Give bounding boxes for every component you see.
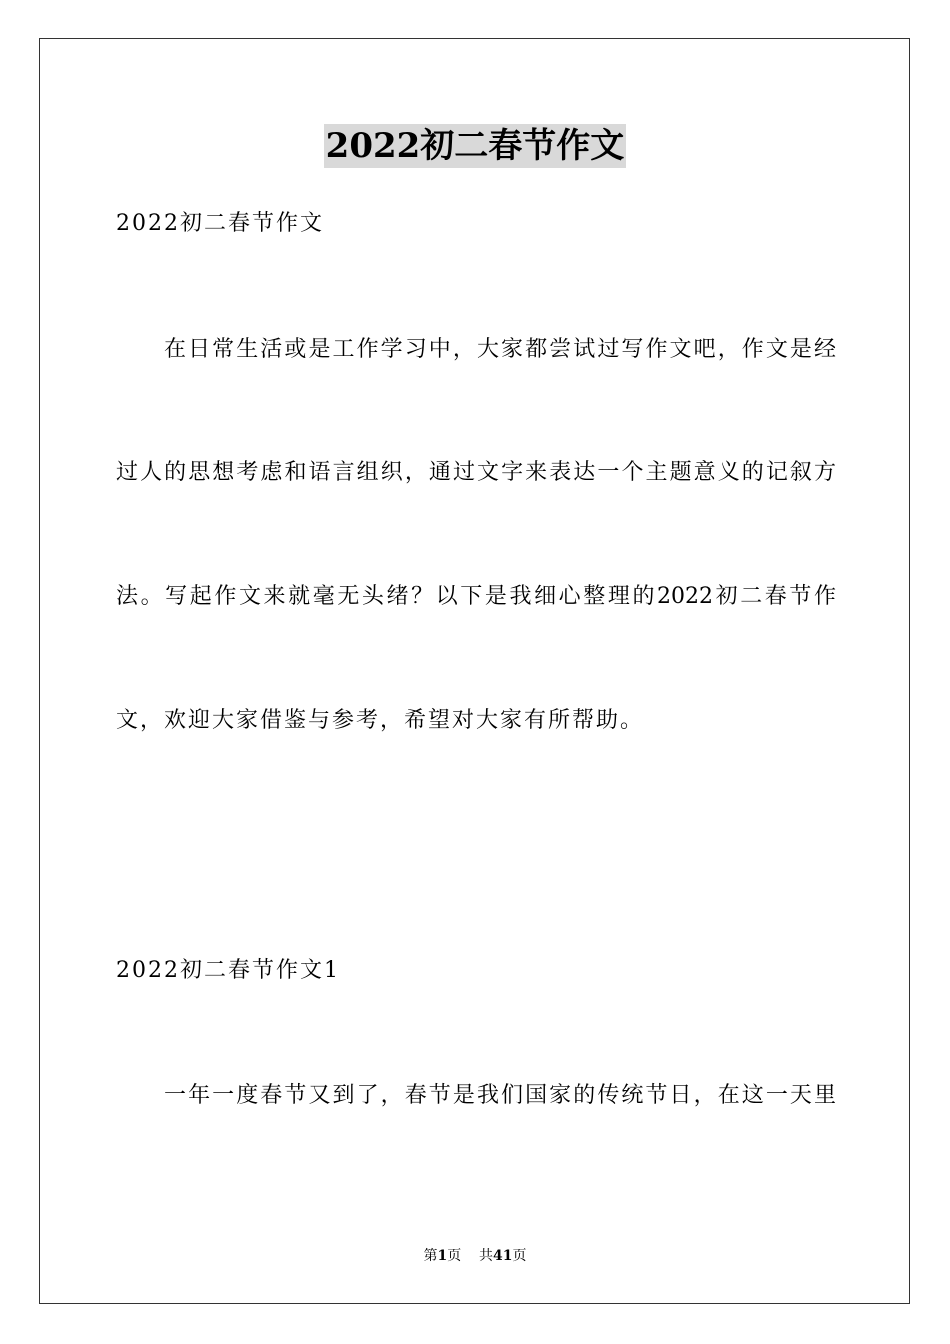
intro-line-2: 过人的思想考虑和语言组织，通过文字来表达一个主题意义的记叙方 [116, 460, 836, 485]
document-subtitle: 2022初二春节作文 [116, 211, 324, 236]
section-1-heading: 2022初二春节作文1 [116, 958, 340, 983]
title-container [0, 124, 950, 168]
intro-line-3: 法。写起作文来就毫无头绪？以下是我细心整理的2022初二春节作 [116, 584, 836, 609]
section-1-line-1: 一年一度春节又到了，春节是我们国家的传统节日，在这一天里 [164, 1083, 836, 1108]
intro-line-1: 在日常生活或是工作学习中，大家都尝试过写作文吧，作文是经 [164, 337, 836, 362]
intro-line-4: 文，欢迎大家借鉴与参考，希望对大家有所帮助。 [116, 708, 645, 733]
document-title: 2022初二春节作文 [325, 126, 625, 166]
footer-total-unit: 页 [512, 1248, 527, 1264]
footer-page-unit: 页 [447, 1248, 462, 1264]
footer-page-number: 1 [437, 1248, 448, 1264]
footer-page-prefix: 第 [423, 1248, 438, 1264]
footer-total-pages: 41 [493, 1248, 513, 1264]
page-footer [0, 1247, 950, 1265]
footer-total-prefix: 共 [479, 1248, 494, 1264]
